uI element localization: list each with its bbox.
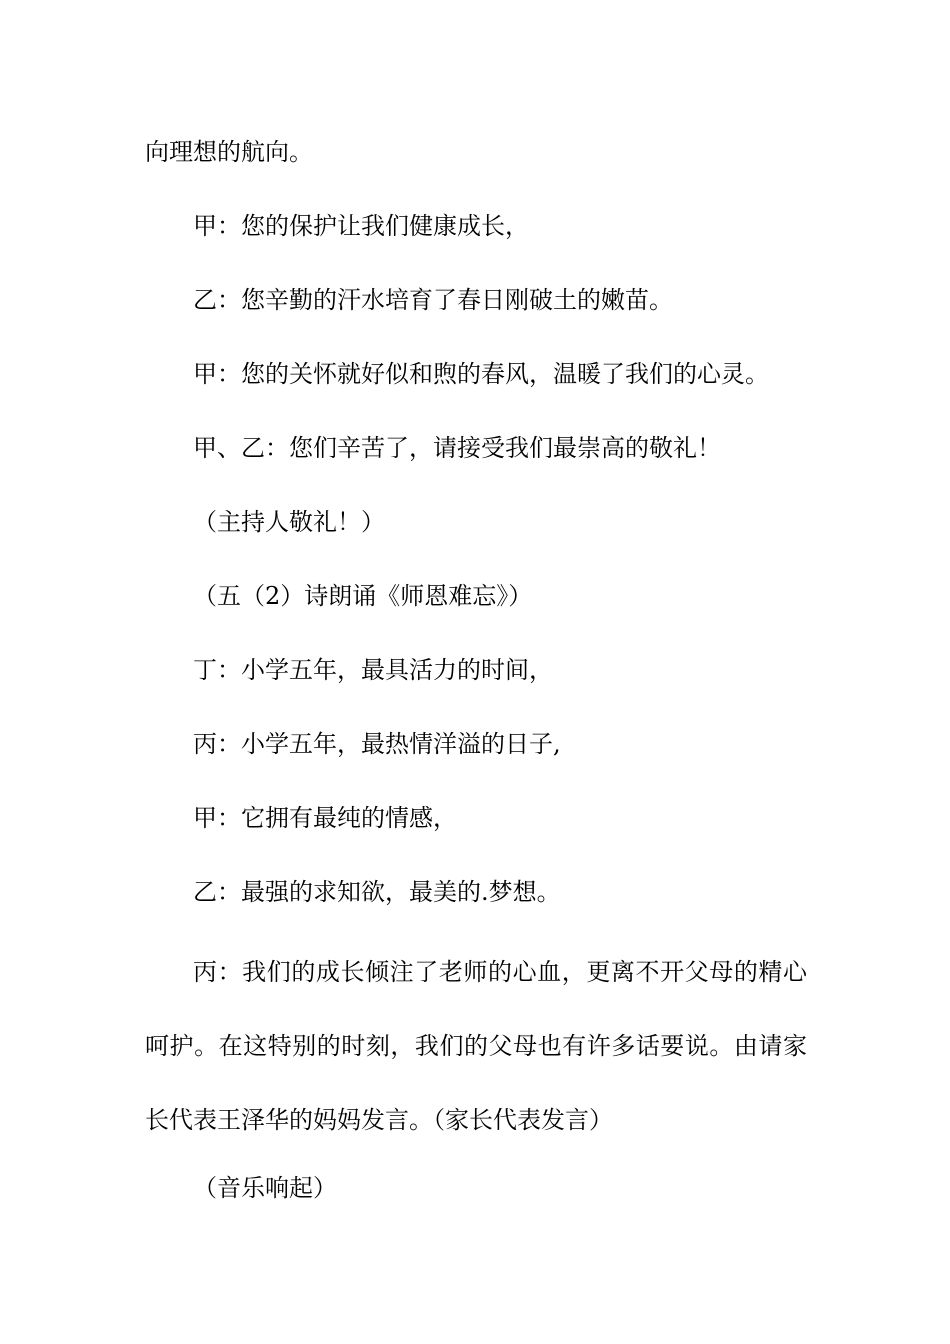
text-line-last: （音乐响起） (193, 1174, 337, 1202)
text-line-2: 甲：您的保护让我们健康成长， (193, 212, 529, 240)
text-line-11: 乙：最强的求知欲，最美的.梦想。 (193, 878, 561, 906)
text-line-10: 甲：它拥有最纯的情感， (193, 804, 457, 832)
text-line-3: 乙：您辛勤的汗水培育了春日刚破土的嫩苗。 (193, 286, 673, 314)
text-line-7: （五（2）诗朗诵《师恩难忘》） (193, 582, 533, 610)
text-line-9: 丙：小学五年，最热情洋溢的日子, (193, 730, 561, 758)
text-line-5: 甲、乙：您们辛苦了，请接受我们最崇高的敬礼！ (193, 434, 721, 462)
text-line-8: 丁：小学五年，最具活力的时间， (193, 656, 553, 684)
text-line-4: 甲：您的关怀就好似和煦的春风，温暖了我们的心灵。 (193, 360, 769, 388)
body-paragraph: 丙：我们的成长倾注了老师的心血，更离不开父母的精心呵护。在这特别的时刻，我们的父母也有许多话要说。由请家长代表王泽华的妈妈发言。（家长代表发言） (145, 958, 807, 1134)
text-line-6: （主持人敬礼！） (193, 508, 385, 536)
text-line-1: 向理想的航向。 (145, 138, 313, 166)
